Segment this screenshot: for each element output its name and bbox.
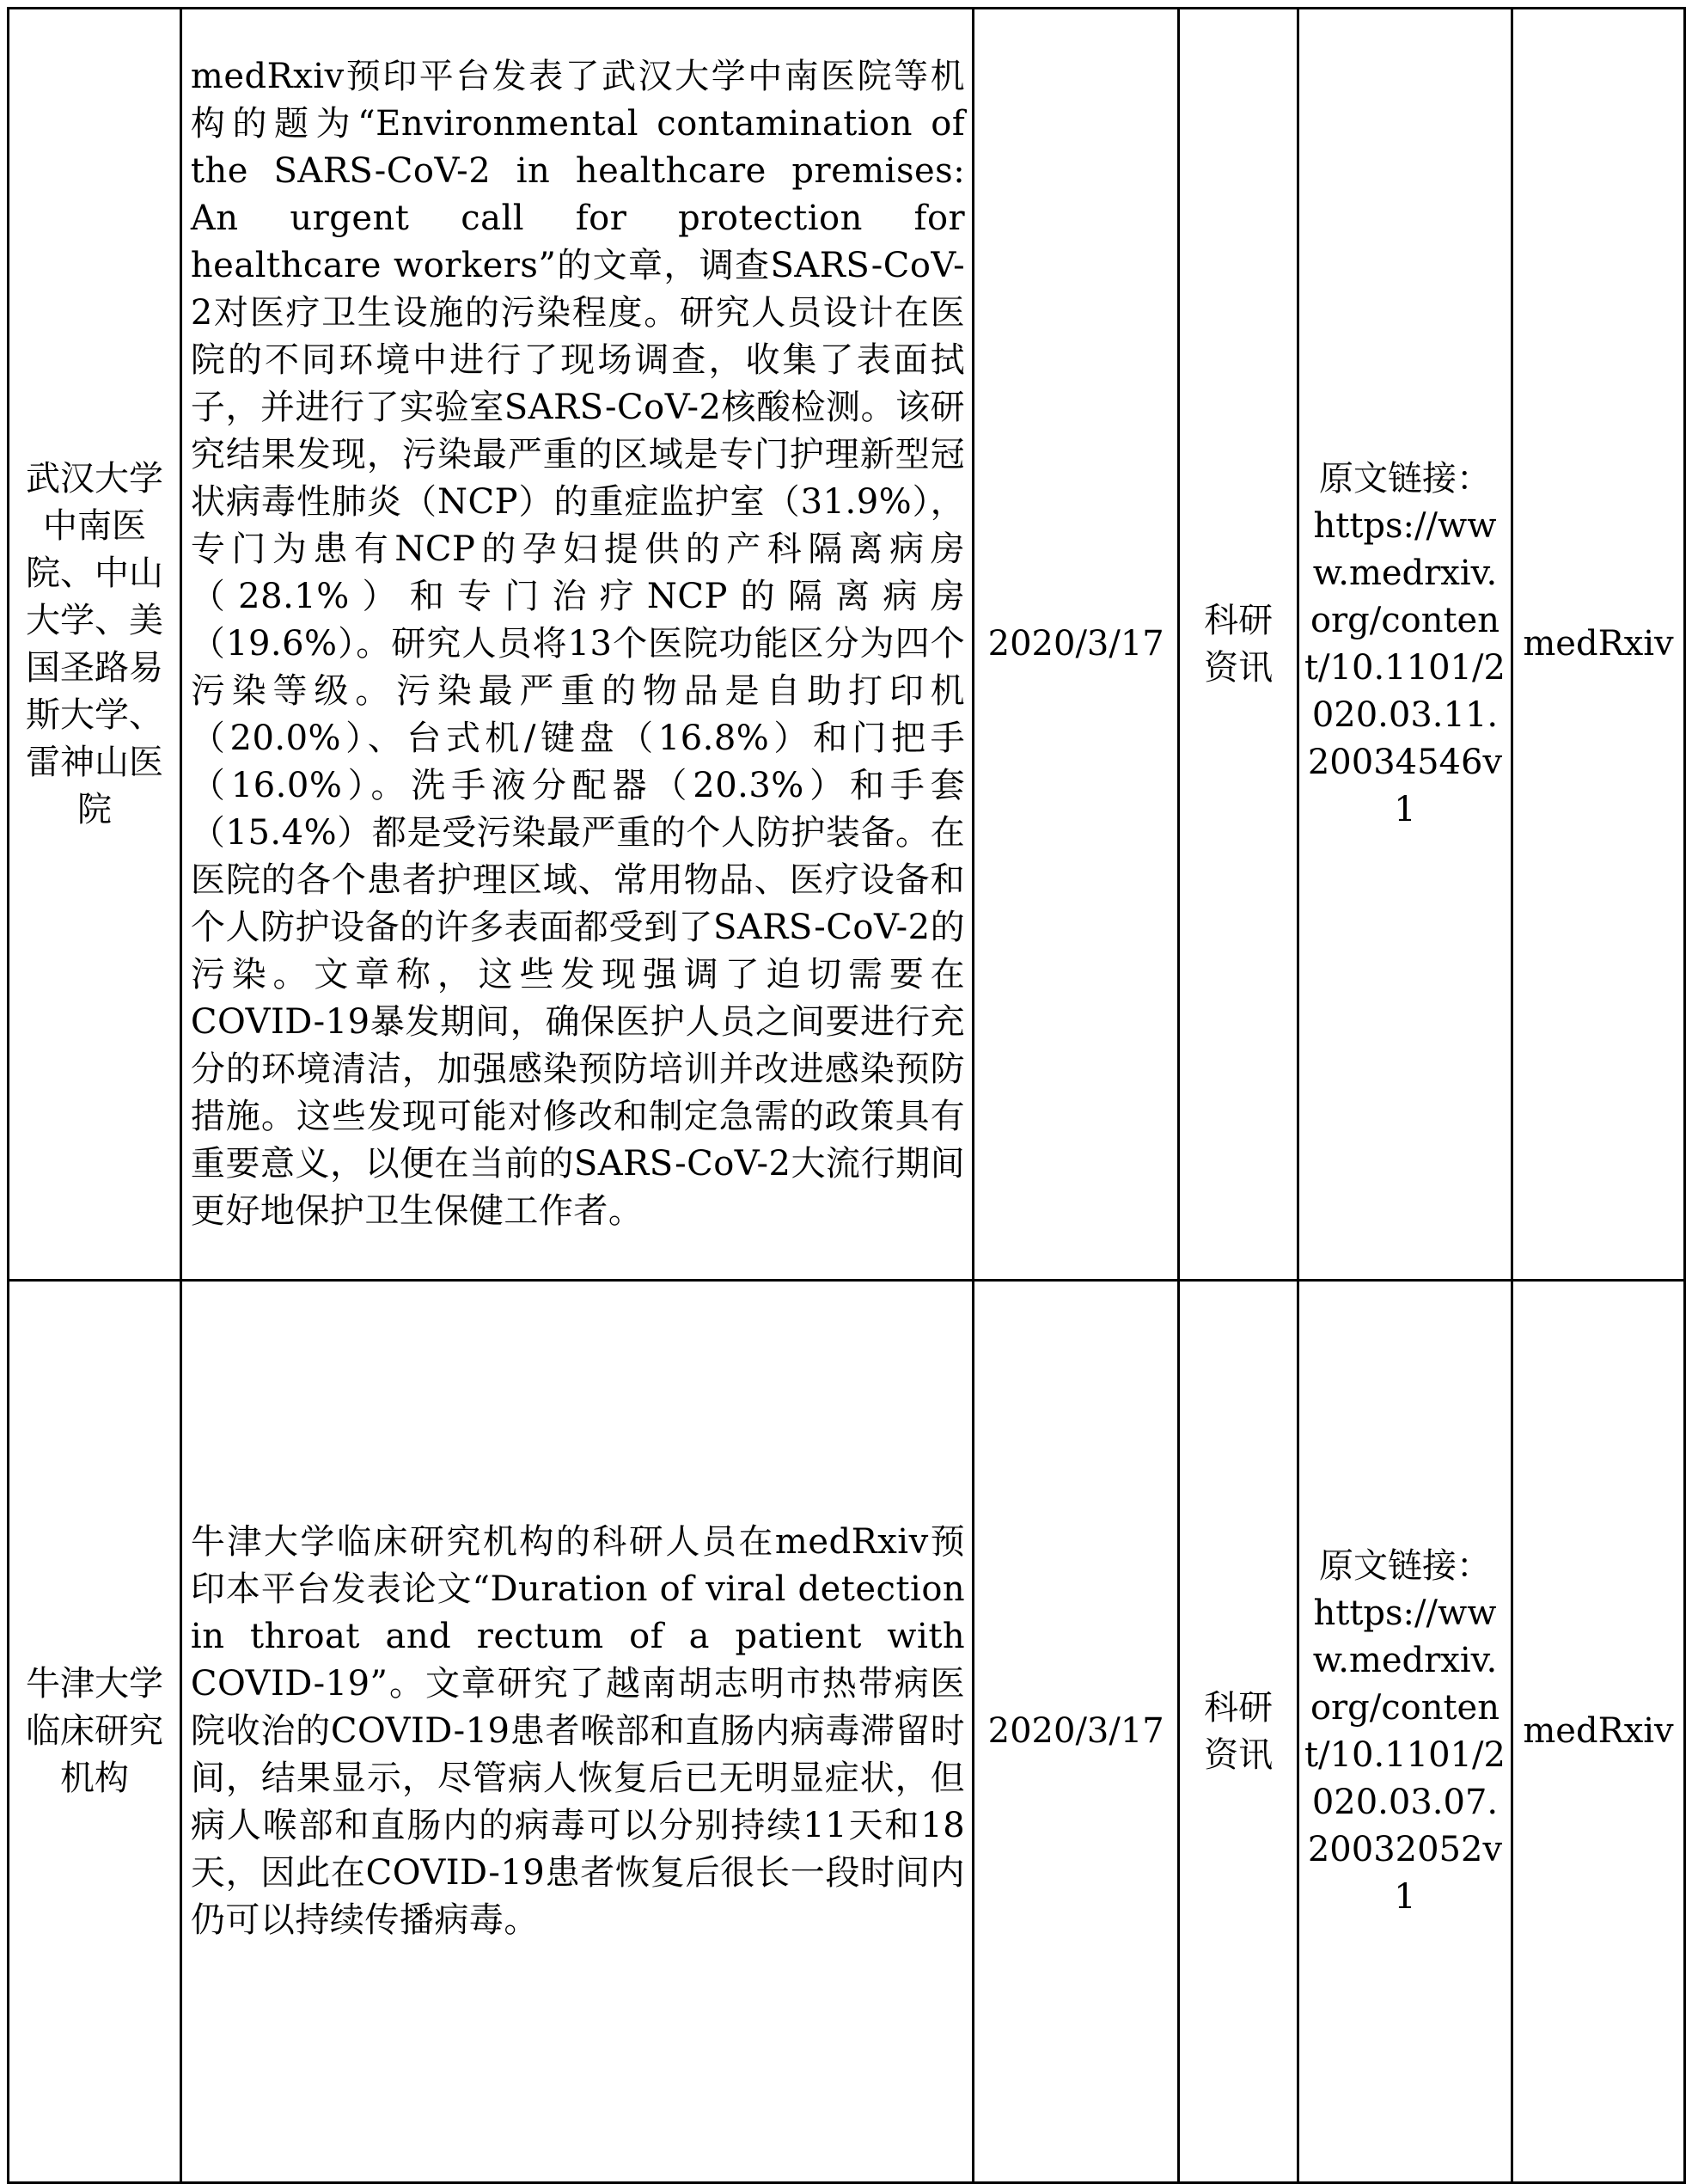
source-link[interactable]: https://www.medrxiv.org/content/10.1101/2020.03.11.20034546v1	[1304, 505, 1506, 829]
date-cell: 2020/3/17	[974, 9, 1179, 1281]
link-cell	[1298, 1281, 1512, 2183]
type-cell: 科研资讯	[1179, 1281, 1298, 2183]
source-link[interactable]: https://www.medrxiv.org/content/10.1101/2020.03.07.20032052v1	[1304, 1593, 1506, 1917]
date-cell: 2020/3/17	[974, 1281, 1179, 2183]
institution-cell: 牛津大学临床研究机构	[9, 1281, 181, 2183]
link-label: 原文链接：	[1318, 458, 1491, 499]
source-cell: medRxiv	[1512, 1281, 1685, 2183]
summary-cell: 牛津大学临床研究机构的科研人员在medRxiv预印本平台发表论文“Duration of viral detection in throat and rectum of a patient with COVID-19”。文章研究了越南胡志明市热带病医院收治的COVID-19患者喉部和直肠内病毒滞留时间，结果显示，尽管病人恢复后已无明显症状，但病人喉部和直肠内的病毒可以分别持续11天和18天，因此在COVID-19患者恢复后很长一段时间内仍可以持续传播病毒。	[180, 1281, 973, 2183]
news-table	[7, 7, 1686, 2184]
summary-cell: medRxiv预印平台发表了武汉大学中南医院等机构的题为“Environmental contamination of the SARS-CoV-2 in healthcare premises: An urgent call for protection for healthcare workers”的文章，调查SARS-CoV-2对医疗卫生设施的污染程度。研究人员设计在医院的不同环境中进行了现场调查，收集了表面拭子，并进行了实验室SARS-CoV-2核酸检测。该研究结果发现，污染最严重的区域是专门护理新型冠状病毒性肺炎（NCP）的重症监护室（31.9%），专门为患有NCP的孕妇提供的产科隔离病房（28.1%）和专门治疗NCP的隔离病房（19.6%）。研究人员将13个医院功能区分为四个污染等级。污染最严重的物品是自助打印机（20.0%）、台式机/键盘（16.8%）和门把手（16.0%）。洗手液分配器（20.3%）和手套（15.4%）都是受污染最严重的个人防护装备。在医院的各个患者护理区域、常用物品、医疗设备和个人防护设备的许多表面都受到了SARS-CoV-2的污染。文章称，这些发现强调了迫切需要在COVID-19暴发期间，确保医护人员之间要进行充分的环境清洁，加强感染预防培训并改进感染预防措施。这些发现可能对修改和制定急需的政策具有重要意义，以便在当前的SARS-CoV-2大流行期间更好地保护卫生保健工作者。	[180, 9, 973, 1281]
link-label: 原文链接：	[1318, 1545, 1491, 1586]
link-cell	[1298, 9, 1512, 1281]
institution-cell: 武汉大学中南医院、中山大学、美国圣路易斯大学、雷神山医院	[9, 9, 181, 1281]
type-cell: 科研资讯	[1179, 9, 1298, 1281]
table-row	[9, 9, 1685, 1281]
table-row	[9, 1281, 1685, 2183]
source-cell: medRxiv	[1512, 9, 1685, 1281]
